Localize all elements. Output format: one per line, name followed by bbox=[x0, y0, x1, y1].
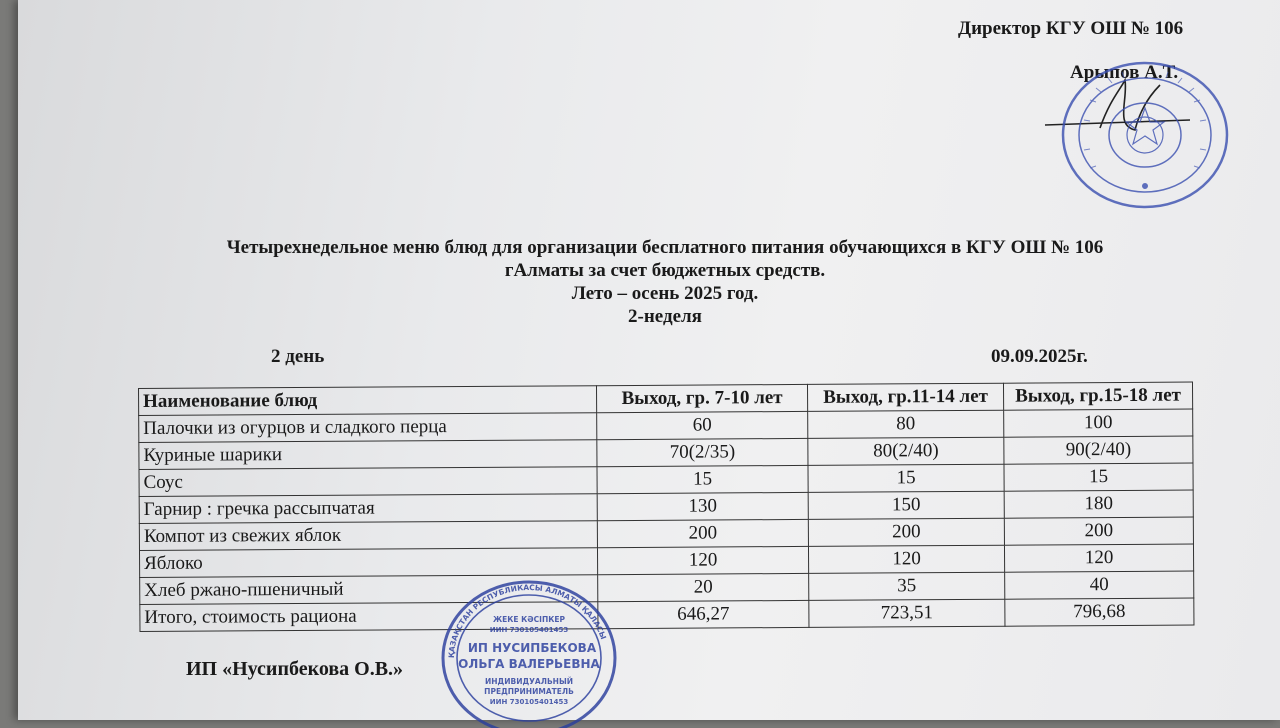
date-label: 09.09.2025г. bbox=[991, 346, 1088, 367]
supplier-name: ИП «Нусипбекова О.В.» bbox=[186, 658, 404, 680]
output-11-14: 35 bbox=[809, 572, 1005, 600]
header-output-15-18: Выход, гр.15-18 лет bbox=[1003, 382, 1192, 410]
output-7-10: 120 bbox=[597, 546, 808, 574]
output-7-10: 15 bbox=[597, 465, 808, 493]
output-11-14: 723,51 bbox=[809, 599, 1005, 627]
director-title: Директор КГУ ОШ № 106 bbox=[958, 18, 1184, 39]
document-title bbox=[0, 236, 1280, 328]
table-row-total bbox=[140, 598, 1194, 631]
dish-name: Куриные шарики bbox=[139, 440, 597, 470]
stamp-line-4: ПРЕДПРИНИМАТЕЛЬ bbox=[484, 687, 574, 696]
output-15-18: 15 bbox=[1004, 463, 1193, 491]
dish-name: Итого, стоимость рациона bbox=[140, 602, 598, 632]
header-output-11-14: Выход, гр.11-14 лет bbox=[807, 383, 1003, 411]
output-15-18: 796,68 bbox=[1005, 598, 1194, 626]
dish-name: Палочки из огурцов и сладкого перца bbox=[139, 413, 597, 443]
official-seal-stamp bbox=[1060, 60, 1230, 210]
stamp-line-2: ИИН 730105401453 bbox=[489, 626, 569, 634]
output-7-10: 20 bbox=[598, 573, 809, 601]
output-15-18: 90(2/40) bbox=[1004, 436, 1193, 464]
dish-name: Гарнир : гречка рассыпчатая bbox=[139, 494, 597, 524]
output-15-18: 200 bbox=[1004, 517, 1193, 545]
dish-name: Хлеб ржано-пшеничный bbox=[140, 575, 598, 605]
day-label: 2 день bbox=[271, 346, 325, 367]
output-15-18: 40 bbox=[1005, 571, 1194, 599]
supplier-stamp bbox=[440, 578, 618, 728]
stamp-name-2: ОЛЬГА ВАЛЕРЬЕВНА bbox=[458, 657, 600, 671]
stamp-line-5: ИИН 730105401453 bbox=[489, 698, 569, 706]
output-11-14: 150 bbox=[808, 491, 1004, 519]
menu-table bbox=[138, 382, 1194, 632]
stamp-line-1: ЖЕКЕ КӘСІПКЕР bbox=[493, 615, 565, 624]
output-7-10: 60 bbox=[597, 411, 808, 439]
output-15-18: 180 bbox=[1004, 490, 1193, 518]
stamp-outer-text: ҚАЗАҚСТАН РЕСПУБЛИКАСЫ АЛМАТЫ ҚАЛАСЫ bbox=[446, 582, 609, 659]
header-dish-name: Наименование блюд bbox=[139, 386, 597, 416]
output-11-14: 120 bbox=[808, 545, 1004, 573]
output-7-10: 200 bbox=[597, 519, 808, 547]
output-7-10: 70(2/35) bbox=[597, 438, 808, 466]
stamp-line-3: ИНДИВИДУАЛЬНЫЙ bbox=[484, 677, 574, 686]
dish-name: Яблоко bbox=[139, 548, 597, 578]
header-output-7-10: Выход, гр. 7-10 лет bbox=[596, 384, 807, 412]
output-15-18: 100 bbox=[1004, 409, 1193, 437]
output-11-14: 80(2/40) bbox=[808, 437, 1004, 465]
output-11-14: 80 bbox=[808, 410, 1004, 438]
dish-name: Компот из свежих яблок bbox=[139, 521, 597, 551]
title-line-3: Лето – осень 2025 год. bbox=[571, 283, 759, 304]
output-11-14: 15 bbox=[808, 464, 1004, 492]
output-11-14: 200 bbox=[808, 518, 1004, 546]
output-15-18: 120 bbox=[1004, 544, 1193, 572]
output-7-10: 646,27 bbox=[598, 600, 809, 628]
title-line-2: гАлматы за счет бюджетных средств. bbox=[504, 260, 826, 281]
dish-name: Соус bbox=[139, 467, 597, 497]
output-7-10: 130 bbox=[597, 492, 808, 520]
stamp-name-1: ИП НУСИПБЕКОВА bbox=[467, 641, 597, 655]
title-line-1: Четырехнедельное меню блюд для организации бесплатного питания обучающихся в КГУ ОШ № 106 bbox=[226, 237, 1104, 258]
title-line-4: 2-неделя bbox=[628, 306, 702, 327]
director-name: Арыпов А.Т. bbox=[1070, 62, 1179, 83]
